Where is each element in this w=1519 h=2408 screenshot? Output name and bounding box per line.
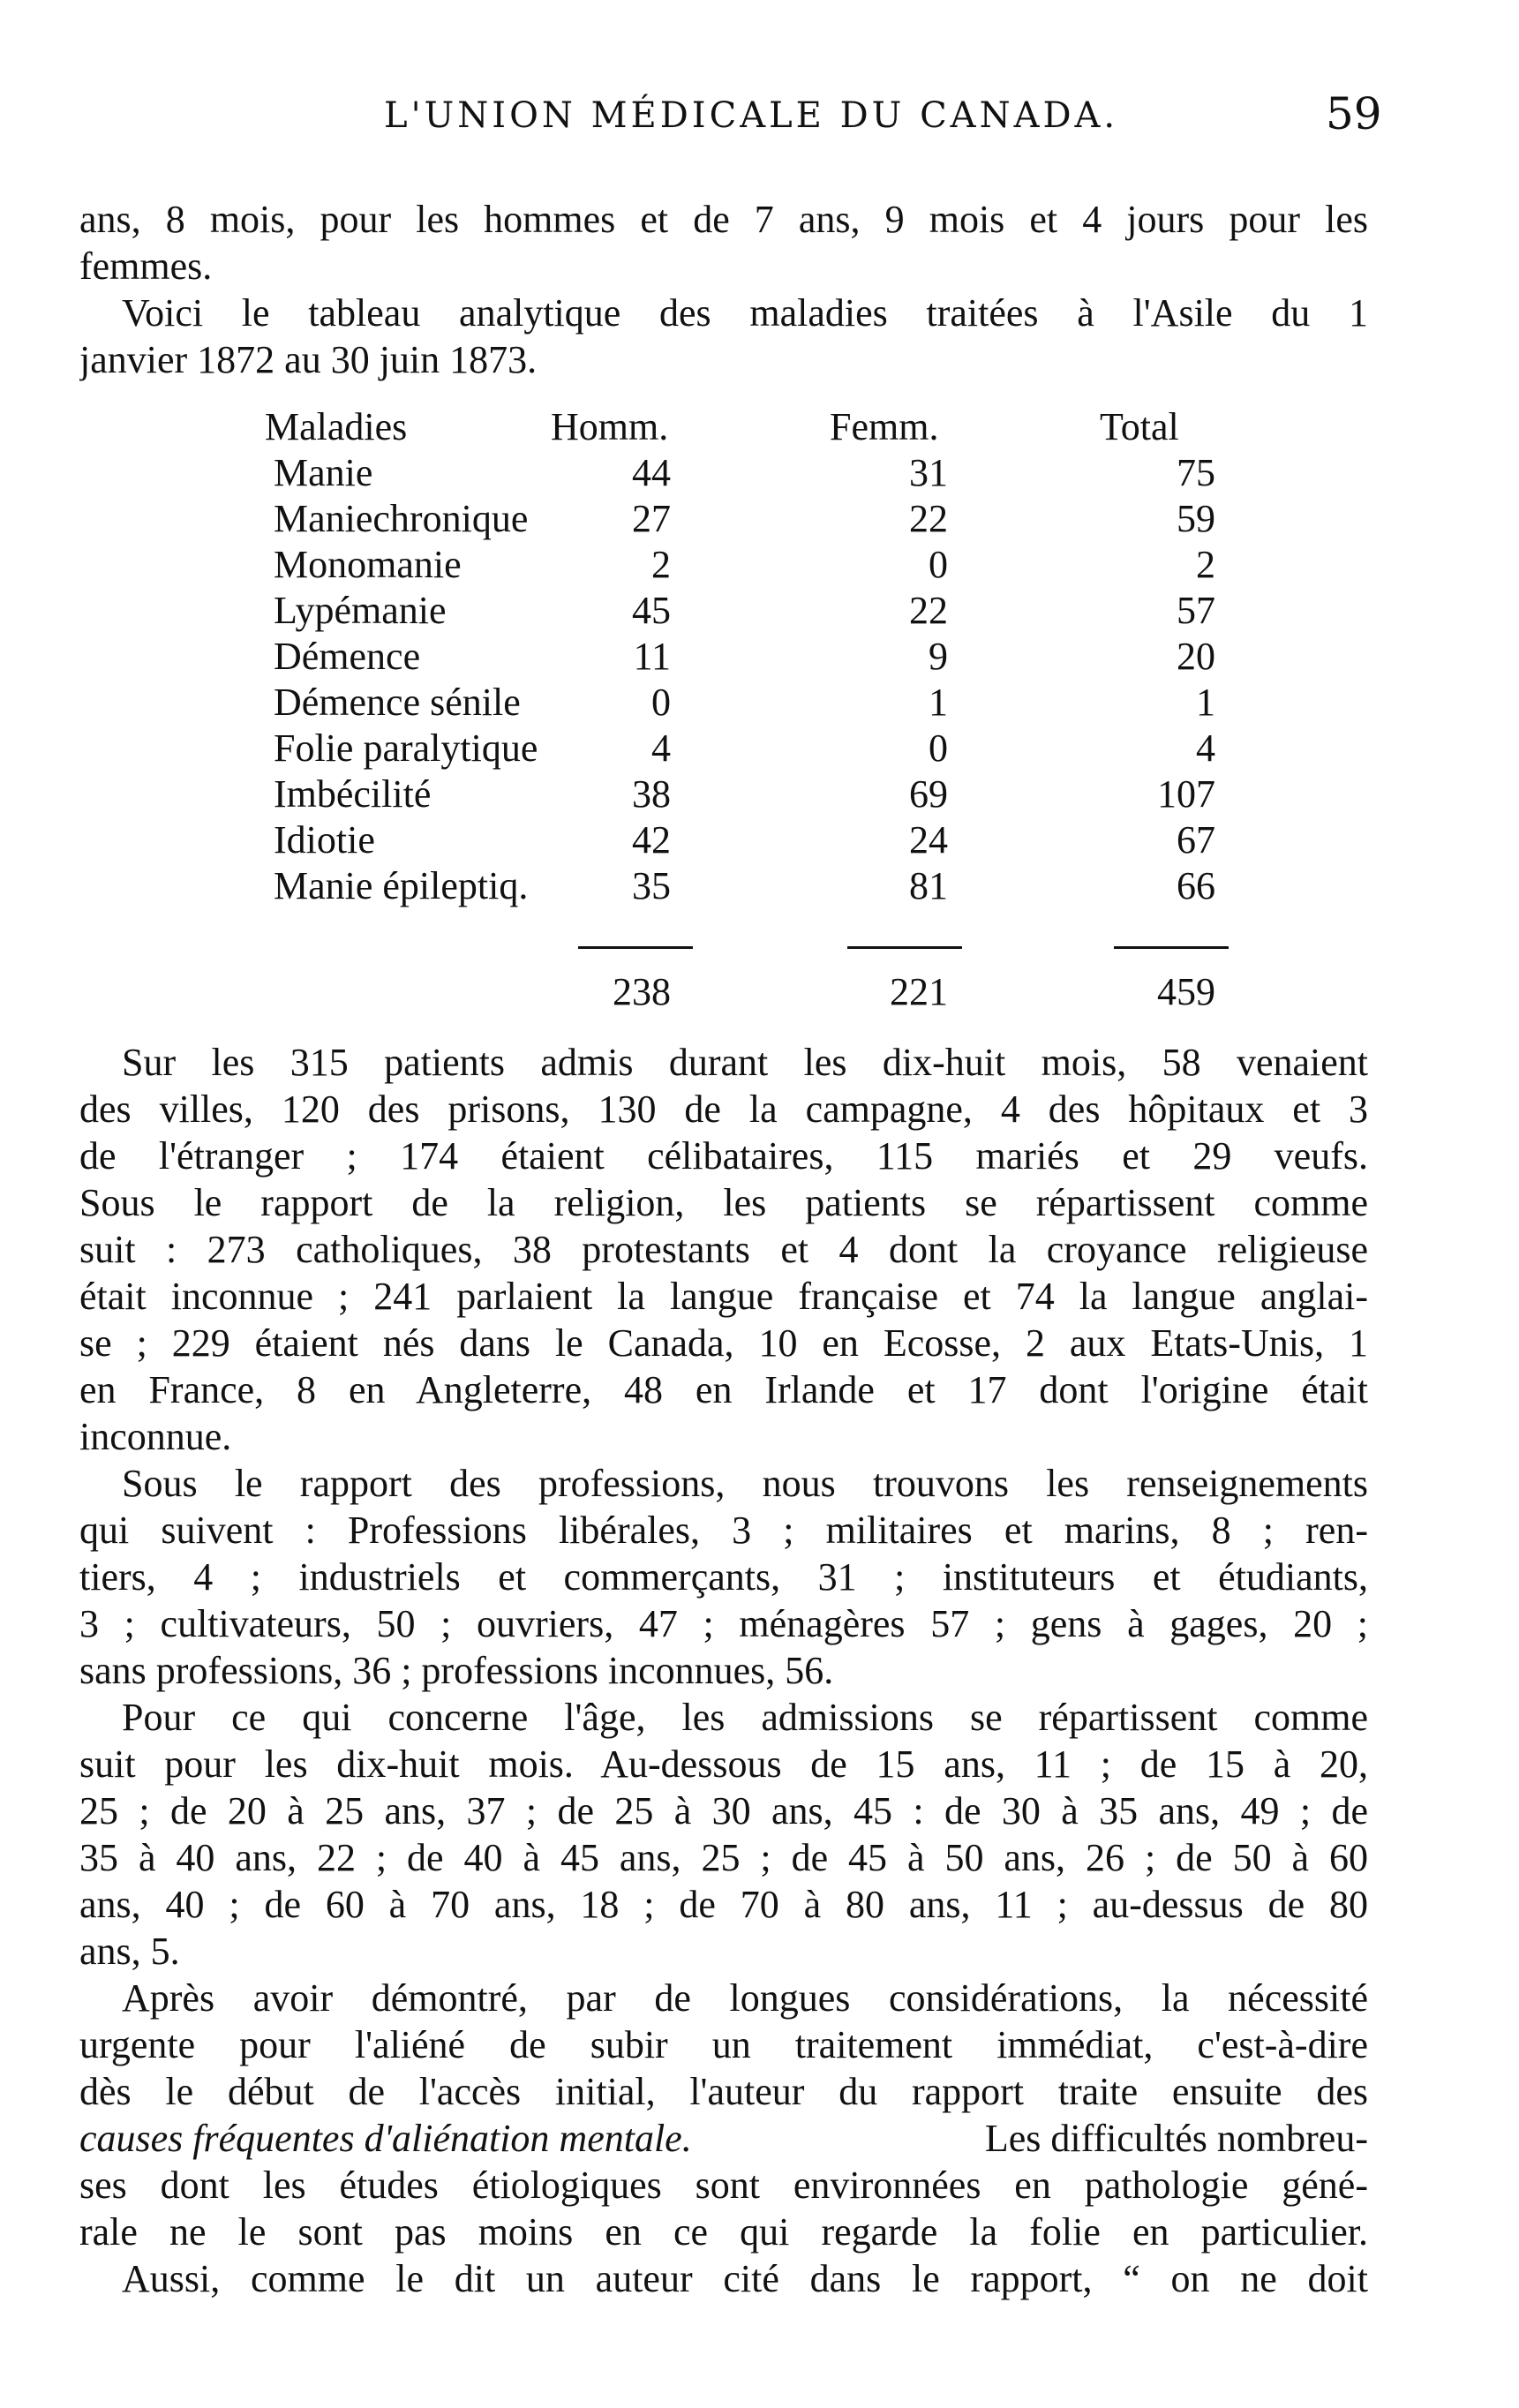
body-line: rale ne le sont pas moins en ce qui regarde la folie en particulier. [79, 2210, 1368, 2254]
body-line: ans, 40 ; de 60 à 70 ans, 18 ; de 70 à 80 ans, 11 ; au-dessus de 80 [79, 1883, 1368, 1926]
table-row-total: 67 [1177, 818, 1215, 862]
table-row-total: 57 [1177, 589, 1215, 632]
body-line: 25 ; de 20 à 25 ans, 37 ; de 25 à 30 ans, 45 : de 30 à 35 ans, 49 ; de [79, 1789, 1368, 1832]
table-row-total: 75 [1177, 451, 1215, 494]
table-header-total: Total [1100, 405, 1179, 448]
body-line: ses dont les études étiologiques sont environnées en pathologie géné- [79, 2163, 1368, 2207]
table-row-femm: 24 [909, 818, 948, 862]
table-row-homm: 0 [651, 681, 671, 724]
total-rule-homm [578, 946, 693, 949]
table-row-homm: 45 [632, 589, 671, 632]
table-row-femm: 0 [929, 543, 948, 586]
table-row-homm: 2 [651, 543, 671, 586]
table-row-name: Démence [274, 635, 421, 678]
table-row-femm: 9 [929, 635, 948, 678]
body-line: Sous le rapport des professions, nous trouvons les renseignements [122, 1462, 1368, 1505]
table-row-homm: 27 [632, 497, 671, 540]
table-row-homm: 44 [632, 451, 671, 494]
body-line: suit pour les dix-huit mois. Au-dessous de 15 ans, 11 ; de 15 à 20, [79, 1742, 1368, 1786]
table-row-femm: 22 [909, 589, 948, 632]
table-row-femm: 0 [929, 726, 948, 770]
table-row-total: 2 [1196, 543, 1215, 586]
table-header-femm: Femm. [830, 405, 939, 448]
table-row-homm: 4 [651, 726, 671, 770]
table-row-femm: 1 [929, 681, 948, 724]
table-row-name: Idiotie [274, 818, 375, 862]
table-row-total: 4 [1196, 726, 1215, 770]
table-row-homm: 42 [632, 818, 671, 862]
body-line: des villes, 120 des prisons, 130 de la campagne, 4 des hôpitaux et 3 [79, 1087, 1368, 1131]
table-row-femm: 22 [909, 497, 948, 540]
body-line: inconnue. [79, 1415, 232, 1458]
body-line: Après avoir démontré, par de longues considérations, la nécessité [122, 1976, 1368, 2020]
body-line: dès le début de l'accès initial, l'auteur du rapport traite ensuite des [79, 2070, 1368, 2113]
body-line: Sous le rapport de la religion, les patients se répartissent comme [79, 1181, 1368, 1224]
table-row-total: 107 [1157, 772, 1215, 816]
body-line: ans, 5. [79, 1930, 180, 1973]
table-row-name: Démence sénile [274, 681, 521, 724]
table-row-name: Folie paralytique [274, 726, 538, 770]
body-line: 3 ; cultivateurs, 50 ; ouvriers, 47 ; ménagères 57 ; gens à gages, 20 ; [79, 1602, 1368, 1645]
body-line: Pour ce qui concerne l'âge, les admissions se répartissent comme [122, 1696, 1368, 1739]
body-line: urgente pour l'aliéné de subir un traitement immédiat, c'est-à-dire [79, 2023, 1368, 2066]
body-line: était inconnue ; 241 parlaient la langue française et 74 la langue anglai- [79, 1275, 1368, 1318]
total-rule-femm [847, 946, 962, 949]
table-row-homm: 38 [632, 772, 671, 816]
body-line: qui suivent : Professions libérales, 3 ; militaires et marins, 8 ; ren- [79, 1509, 1368, 1552]
table-row-name: Manie épileptiq. [274, 864, 529, 907]
table-row-total: 66 [1177, 864, 1215, 907]
table-header-homm: Homm. [551, 405, 669, 448]
body-line: Aussi, comme le dit un auteur cité dans le rapport, “ on ne doit [122, 2257, 1368, 2300]
body-line: Sur les 315 patients admis durant les dix-huit mois, 58 venaient [122, 1041, 1368, 1084]
table-row-name: Manie [274, 451, 373, 494]
body-line: suit : 273 catholiques, 38 protestants et 4 dont la croyance religieuse [79, 1228, 1368, 1271]
total-rule-total [1114, 946, 1229, 949]
body-line: sans professions, 36 ; professions inconnues, 56. [79, 1649, 834, 1692]
page-number: 59 [1326, 88, 1382, 139]
table-row-total: 59 [1177, 497, 1215, 540]
body-line: en France, 8 en Angleterre, 48 en Irlande et 17 dont l'origine était [79, 1368, 1368, 1411]
table-total-femm: 221 [890, 970, 948, 1013]
intro-line-1: ans, 8 mois, pour les hommes et de 7 ans, 9 mois et 4 jours pour les [79, 198, 1368, 241]
body-line: de l'étranger ; 174 étaient célibataires, 115 mariés et 29 veufs. [79, 1134, 1368, 1178]
body-line-mixed [79, 2116, 1368, 2162]
table-row-femm: 69 [909, 772, 948, 816]
intro-line-3: Voici le tableau analytique des maladies traitées à l'Asile du 1 [122, 291, 1368, 335]
body-line: 35 à 40 ans, 22 ; de 40 à 45 ans, 25 ; de 45 à 50 ans, 26 ; de 50 à 60 [79, 1836, 1368, 1879]
table-row-total: 1 [1196, 681, 1215, 724]
body-line: tiers, 4 ; industriels et commerçants, 31 ; instituteurs et étudiants, [79, 1555, 1368, 1599]
table-row-femm: 81 [909, 864, 948, 907]
intro-line-4: janvier 1872 au 30 juin 1873. [79, 338, 538, 381]
running-header [0, 88, 1519, 157]
table-row-name: Monomanie [274, 543, 462, 586]
table-row-homm: 11 [633, 635, 671, 678]
running-title: L'UNION MÉDICALE DU CANADA. [384, 95, 1119, 136]
table-total-total: 459 [1157, 970, 1215, 1013]
table-row-total: 20 [1177, 635, 1215, 678]
table-row-name: Maniechronique [274, 497, 529, 540]
table-row-homm: 35 [632, 864, 671, 907]
table-row-femm: 31 [909, 451, 948, 494]
table-header-maladies: Maladies [265, 405, 408, 448]
italic-phrase: causes fréquentes d'aliénation mentale. [79, 2117, 692, 2160]
intro-line-2: femmes. [79, 245, 213, 288]
body-line: se ; 229 étaient nés dans le Canada, 10 en Ecosse, 2 aux Etats-Unis, 1 [79, 1321, 1368, 1365]
body-line-tail: Les difficultés nombreu- [984, 2117, 1368, 2160]
table-total-homm: 238 [613, 970, 671, 1013]
table-row-name: Lypémanie [274, 589, 447, 632]
table-row-name: Imbécilité [274, 772, 432, 816]
